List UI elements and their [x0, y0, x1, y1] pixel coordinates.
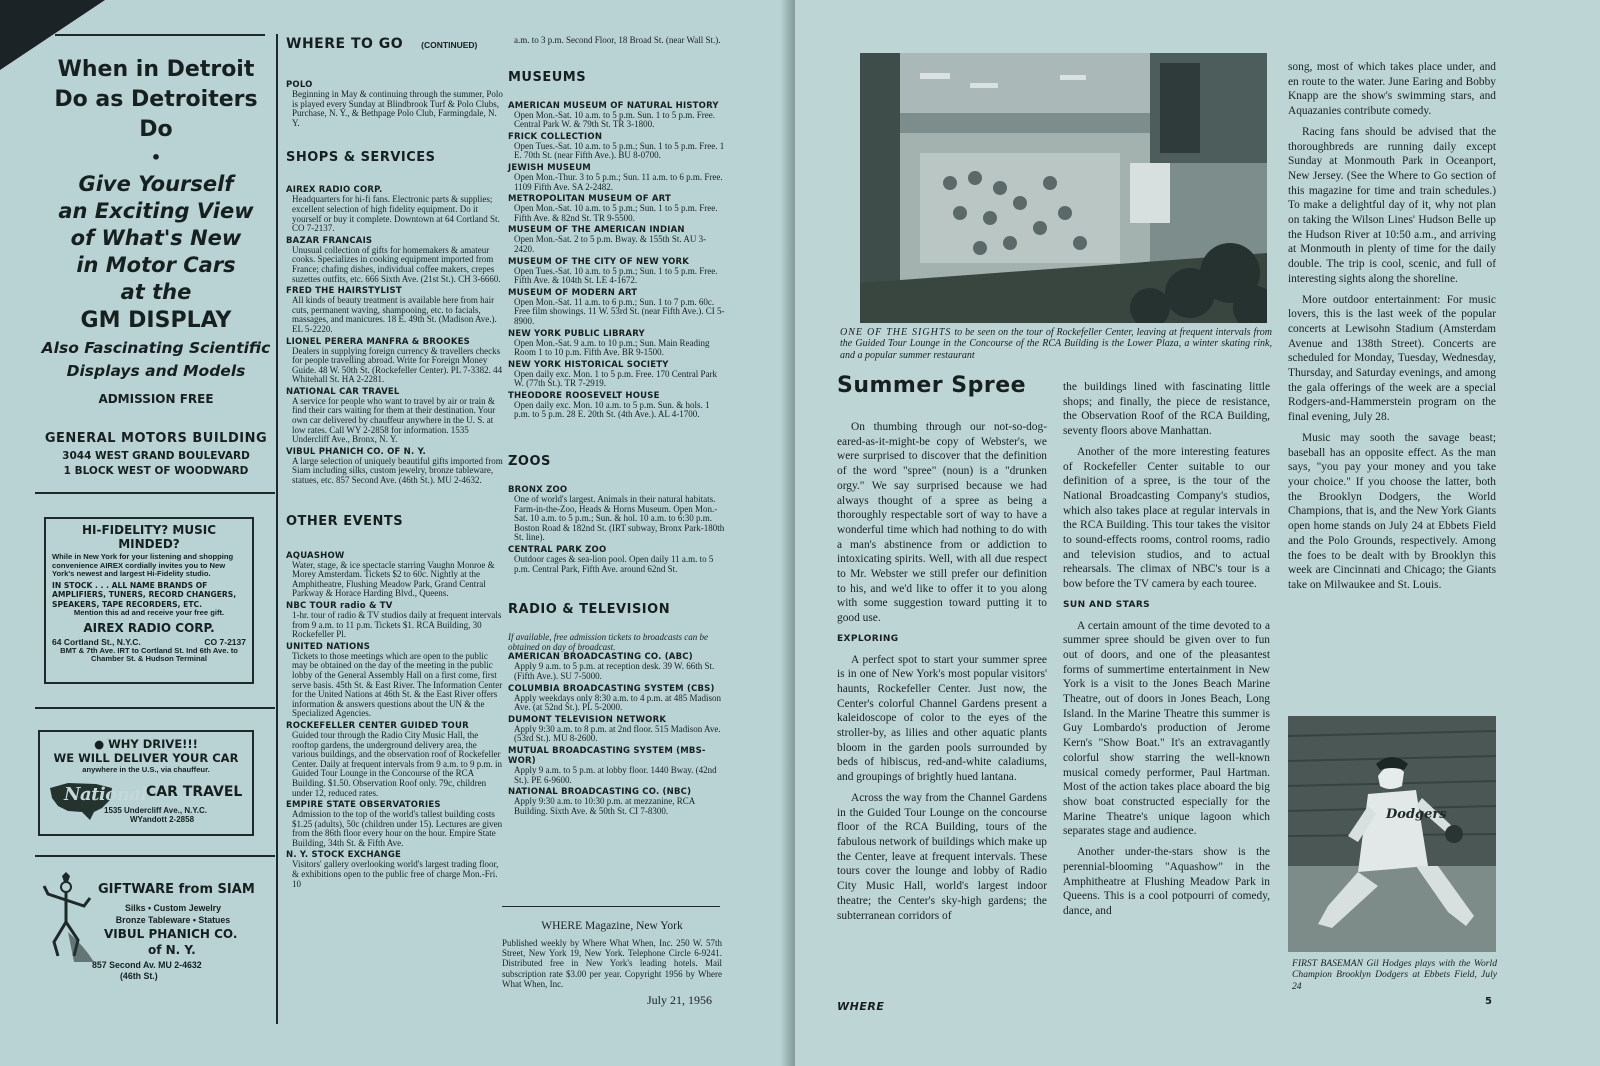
list-item: THEODORE ROOSEVELT HOUSE Open daily exc. Mon. 10 a.m. to 5 p.m. Sun. & hols. 1 p.m. to 5 p.m. 28 E. 20th St. (4th Ave.). AL 4-1700.	[508, 390, 710, 420]
list-item: METROPOLITAN MUSEUM OF ART Open Mon.-Sat. 10 a.m. to 5 p.m.; Sun. 1 to 5 p.m. Free. Fifth Ave. & 82nd St. TR 9-5500.	[508, 194, 718, 223]
footer-where: WHERE	[837, 1000, 885, 1013]
list-item: NATIONAL CAR TRAVEL A service for people who want to travel by air or train & find their cars waiting for them at their destination. Your own car delivered by chauffeur anywhere in the U. S. at low rates. Call WY 2-2858 for information. 1535 Undercliff Ave., Bronx, N. Y.	[286, 386, 496, 445]
gil-hodges-photo	[1288, 716, 1496, 952]
national-address: 1535 Undercliff Ave., N.Y.C.	[104, 806, 207, 815]
list-item: VIBUL PHANICH CO. OF N. Y. A large selection of uniquely beautiful gifts imported from Siam including silks, custom jewelry, bronze tableware, statues, etc. 857 Second Ave. (46th St.). MU 2-4632.	[286, 446, 503, 486]
page-number: 5	[1485, 996, 1492, 1007]
list-item: DUMONT TELEVISION NETWORK Apply 9:30 a.m. to 8 p.m. at 2nd floor. 515 Madison Ave. (53rd St.). MU 8-2600.	[508, 714, 721, 744]
national-headline: ● WHY DRIVE!!!	[94, 737, 198, 751]
list-item: POLO Beginning in May & continuing through the summer, Polo is played every Sunday at Blindbrook Turf & Polo Clubs, Purchase, N. Y., & Bethpage Polo Club, Farmingdale, N. Y.	[286, 80, 503, 128]
continued-label: (CONTINUED)	[421, 40, 478, 50]
masthead-text: Published weekly by Where What When, Inc. 250 W. 57th Street, New York 19, New York. Telephone Circle 6-9241. Distributed free in New York's leading hotels. Mail subscription rate $3.00 per year. Copyright 1956 by Where What When, Inc.	[502, 938, 722, 989]
article-title: Summer Spree	[837, 373, 1027, 398]
national-headline2: WE WILL DELIVER YOUR CAR	[53, 751, 239, 765]
rockefeller-plaza-photo	[860, 53, 1267, 323]
player-caption: FIRST BASEMAN Gil Hodges plays with the World Champion Brooklyn Dodgers at Ebbets Field, July 24	[1292, 958, 1497, 992]
list-item: BRONX ZOO One of world's largest. Animals in their natural habitats. Farm-in-the-Zoo, Heads & Horns Museum. Open Mon.-Sat. 10 a.m. to 5 p.m.; Sun. & hol. 10 a.m. to 6:30 p.m. Boston Road & 182nd St. (IRT subway, Bronx Park-180th St. line).	[508, 485, 725, 543]
list-item: BAZAR FRANCAIS Unusual collection of gifts for homemakers & amateur cooks. Specializes in cooking equipment imported from France; chafing dishes, individual coffee makers, crepes suzettes outfits, etc. 666 Sixth Ave. (21st St.). CH 3-6660.	[286, 235, 501, 284]
list-item: CENTRAL PARK ZOO Outdoor cages & sea-lion pool. Open daily 11 a.m. to 5 p.m. Central Park, Fifth Ave. around 62nd St.	[508, 545, 714, 574]
list-item: LIONEL PERERA MANFRA & BROOKES Dealers in supplying foreign currency & travellers checks for people travelling abroad. Write for Foreign Money Guide. 48 W. 50th St. (Rockefeller Center). PL 7-3382. 44 Whitehall St. HA 2-2281.	[286, 336, 503, 385]
list-item: MUSEUM OF MODERN ART Open Mon.-Sat. 11 a.m. to 6 p.m.; Sun. 1 to 7 p.m. 60c. Free film showings. 11 W. 53rd St. (near Fifth Ave.). CI 5-8900.	[508, 287, 725, 326]
museums-title: MUSEUMS	[508, 69, 587, 85]
column-divider	[276, 34, 278, 1024]
list-item: NBC TOUR radio & TV 1-hr. tour of radio & TV studios daily at frequent intervals from 9 a.m. to 11 p.m. Tickets $1. RCA Building, 30 Rockefeller Pl.	[286, 601, 502, 640]
list-item: NATIONAL BROADCASTING CO. (NBC) Apply 9:30 a.m. to 10:30 p.m. at mezzanine, RCA Building. Sixth Ave. & 50th St. CI 7-8300.	[508, 787, 695, 816]
divider	[35, 855, 275, 857]
jersey-lettering: Dodgers	[1386, 807, 1447, 822]
paragraph: A perfect spot to start your summer spree is in one of New York's most popular visitors' haunts, Rockefeller Center. Just now, the Center's colorful Channel Gardens present a kaleidoscope of color to the eyes of the stroller-by, as lilies and other aquatic plants bloom in the garden pools surrounded by beds of hibiscus, red-and-white caladiums, and groupings of brightly hued lantana.	[837, 653, 1047, 784]
shops-title: SHOPS & SERVICES	[286, 150, 436, 166]
airex-headline: HI-FIDELITY? MUSIC MINDED?	[81, 523, 217, 551]
list-item: COLUMBIA BROADCASTING SYSTEM (CBS) Apply weekdays only 8:30 a.m. to 4 p.m. at 485 Madison Ave. (at 52nd St.). PL 5-2000.	[508, 683, 721, 713]
gm-building: GENERAL MOTORS BUILDING	[44, 431, 268, 446]
list-item: FRICK COLLECTION Open Tues.-Sat. 10 a.m. to 5 p.m.; Sun. 1 to 5 p.m. Free. 1 E. 70th St. (near Fifth Ave.). BU 8-0700.	[508, 131, 725, 161]
bullet: •	[150, 148, 162, 167]
paragraph: the buildings lined with fascinating little shops; and finally, the piece de resistance, the Observation Roof of the RCA Building, seventy floors above Manhattan.	[1063, 381, 1270, 438]
list-item: AMERICAN BROADCASTING CO. (ABC) Apply 9 a.m. to 5 p.m. at reception desk. 39 W. 66th St. (Fifth Ave.). SU 7-5000.	[508, 652, 715, 681]
admission-free: ADMISSION FREE	[98, 392, 214, 406]
masthead-title: WHERE Magazine, New York	[541, 920, 683, 932]
list-item: AIREX RADIO CORP. Headquarters for hi-fi fans. Electronic parts & supplies; excellent selection of high fidelity equipment. Do it yourself or buy it complete. Downtown at 64 Cortland St. CO 7-2137.	[286, 185, 500, 234]
divider	[55, 34, 265, 36]
other-events-title: OTHER EVENTS	[286, 513, 404, 529]
siam-cross: (46th St.)	[120, 971, 158, 981]
exploring-head: EXPLORING	[837, 633, 899, 644]
airex-body: While in New York for your listening and shopping convenience AIREX cordially invites you to New York's newest and largest Hi-Fidelity studio.	[52, 552, 234, 579]
list-item: MUTUAL BROADCASTING SYSTEM (MBS-WOR) Apply 9 a.m. to 5 p.m. at lobby floor. 1440 Bway. (42nd St.). PE 6-9600.	[508, 745, 717, 785]
airex-phone: CO 7-2137	[204, 636, 246, 647]
siam-address: 857 Second Av. MU 2-4632	[92, 960, 202, 970]
paragraph: Across the way from the Channel Gardens in the Guided Tour Lounge on the concourse floor of the RCA Building, tours of the fabulous network of buildings which make up the Center, leave at frequent intervals. These tours cover the lounge and lobby of Radio City Music Hall, world's largest indoor theatre; the Center's sky-high gardens; the subterranean corridors of	[837, 791, 1047, 922]
photo-caption	[840, 327, 1272, 361]
national-ad	[38, 730, 254, 836]
gm-address2: 1 BLOCK WEST OF WOODWARD	[63, 465, 249, 477]
siam-name2: of N. Y.	[148, 943, 196, 957]
airex-ad	[44, 517, 254, 684]
paragraph: Another under-the-stars show is the perennial-blooming "Aquashow" in the Amphitheatre at Flushing Meadow Park in Queens. This is a cool potpourri of comedy, dance, and	[1063, 846, 1270, 917]
list-item: NEW YORK HISTORICAL SOCIETY Open daily exc. Mon. 1 to 5 p.m. Free. 170 Central Park W. (77th St.). TR 7-2919.	[508, 359, 717, 389]
list-item: UNITED NATIONS Tickets to those meetings which are open to the public may be obtained on the day of the meeting in the public lobby of the General Assembly Hall on a first come, first serve basis. 45th St. & East River. The Information Center for the United Nations at 46th St. & the East River offers information & answers questions about the UN & the Specialized Agencies.	[286, 641, 503, 719]
also-1: Also Fascinating Scientific	[41, 339, 271, 357]
radio-intro: If available, free admission tickets to broadcasts can be obtained on day of broadcast.	[508, 632, 709, 652]
siam-name1: VIBUL PHANICH CO.	[104, 927, 238, 941]
where-to-go-col1	[286, 36, 504, 891]
gm-display: GM DISPLAY	[80, 308, 232, 333]
paragraph: song, most of which takes place under, and en route to the water. June Earing and Bobby Knapp are the show's swimming stars, and Aquazanies contribute comedy.	[1288, 61, 1496, 118]
also-2: Displays and Models	[66, 362, 246, 380]
masthead	[502, 920, 722, 1008]
paragraph: On thumbing through our not-so-dog-eared-as-it-might-be copy of Webster's, we were surprised to discover that the definition of the word "spree" (noun) is a "drunken orgy." We say surprised because we had always thought of a spree as being a thoroughly respectable sort of way to have a wonderful time which had nothing to do with a man's abstinence from or addiction to intoxicating spirits. Well, with all due respect to Mr. Webster we still prefer our definition to his, and we'd like to offer it to you along with some suggestion toward putting it to good use.	[837, 421, 1047, 625]
plaza-photo-illustration	[860, 53, 1267, 323]
national-logo: National	[64, 784, 147, 805]
article-col3	[1288, 60, 1496, 599]
list-item: MUSEUM OF THE AMERICAN INDIAN Open Mon.-Sat. 2 to 5 p.m. Bway. & 155th St. AU 3-2420.	[508, 225, 707, 254]
national-sub: anywhere in the U.S., via chauffeur.	[82, 765, 210, 774]
caption-lead: ONE OF THE SIGHTS	[840, 327, 952, 338]
list-item: N. Y. STOCK EXCHANGE Visitors' gallery overlooking world's largest trading floor, & exhibitions open to the public free of charge Mon.-Fri. 10	[286, 850, 499, 889]
slogan-3: of What's New	[70, 226, 242, 250]
issue-date: July 21, 1956	[646, 993, 712, 1008]
divider	[35, 492, 275, 494]
airex-address: 64 Cortland St., N.Y.C.	[52, 636, 141, 647]
airex-name: AIREX RADIO CORP.	[83, 620, 215, 635]
caption-text: to be seen on the tour of Rockefeller Center, leaving at frequent intervals from the Guided Tour Lounge in the Concourse of the RCA Building is the Lower Plaza, a winter skating rink, and a popular summer restaurant	[840, 327, 1273, 361]
detroit-ad	[40, 55, 272, 479]
national-phone: WYandott 2-2858	[130, 815, 195, 824]
divider	[35, 707, 275, 709]
paragraph: More outdoor entertainment: For music lovers, this is the last week of the popular concerts at Lewisohn Stadium (Amsterdam Avenue and 138th Street). Concerts are scheduled for Monday, Tuesday, Wednesday, Thursday, and Saturday evenings, and among the gala offerings of the week are a special Rodgers-and-Hammerstein program on the final evening, July 28.	[1288, 293, 1496, 424]
list-item: JEWISH MUSEUM Open Mon.-Thur. 3 to 5 p.m.; Sun. 11 a.m. to 6 p.m. Free. 1109 Fifth Ave. SA 2-2482.	[508, 162, 723, 192]
slogan-4: in Motor Cars	[76, 253, 236, 277]
paragraph: Music may sooth the savage beast; baseball has an opposite effect. As the man says, "you pay your money and you take your choice." If you choose the latter, both the Brooklyn Dodgers, the World Champions, that is, and the New York Giants open home stands on July 24 at Ebbets Field and the Polo Grounds, respectively. Among the foes to be dealt with by Brooklyn this week are Cincinnati and Chicago; the Giants take on Milwaukee and St. Louis.	[1288, 431, 1496, 591]
divider	[502, 906, 720, 907]
siam-items1: Silks • Custom Jewelry	[125, 903, 221, 913]
detroit-line1: When in Detroit	[57, 57, 255, 82]
siam-items2: Bronze Tableware • Statues	[115, 915, 231, 925]
national-name: CAR TRAVEL	[146, 784, 243, 800]
slogan-1: Give Yourself	[78, 172, 234, 196]
where-to-go-title: WHERE TO GO	[286, 36, 404, 52]
list-item: EMPIRE STATE OBSERVATORIES Admission to the top of the world's tallest building costs $1.25 (adults), 50c (children under 15). Lectures are given from the 86th floor every hour on the hour. Empire State Building, 34th St. & Fifth Ave.	[286, 800, 503, 848]
paragraph: Racing fans should be advised that the thoroughbreds are running daily except Sunday at Monmouth Park in Oceanport, New Jersey. (See the Where to Go section of this magazine for time and train schedules.) To make a delightful day of it, why not plan on taking the Wilson Lines' Hudson Belle up the Hudson River at 10:50 a.m., and arriving at Monmouth in plenty of time for the daily double. The trip is cool, scenic, and full of interesting sights along the shoreline.	[1288, 125, 1496, 285]
baseball-player-illustration	[1288, 716, 1496, 952]
gm-address1: 3044 WEST GRAND BOULEVARD	[62, 450, 250, 462]
list-item: AMERICAN MUSEUM OF NATURAL HISTORY Open Mon.-Sat. 10 a.m. to 5 p.m. Sun. 1 to 5 p.m. Free. Central Park W. & 79th St. TR 3-1800.	[508, 100, 719, 130]
siam-headline: GIFTWARE from SIAM	[98, 882, 255, 897]
airex-directions: BMT & 7th Ave. IRT to Cortland St. Ind 6th Ave. to Chamber St. & Hudson Terminal	[60, 645, 238, 664]
article-col2	[1063, 380, 1270, 925]
list-item: AQUASHOW Water, stage, & ice spectacle starring Vaughn Monroe & Morey Amsterdam. Tickets $2 to 60c. Nightly at the Amphitheatre, Flushing Meadow Park, Grand Central Parkway & Horace Harding Blvd., Queens.	[286, 550, 495, 599]
list-item: NEW YORK PUBLIC LIBRARY Open Mon.-Sat. 9 a.m. to 10 p.m.; Sun. Main Reading Room 1 to 10 p.m. Fifth Ave. BR 9-1500.	[508, 328, 710, 358]
list-item: FRED THE HAIRSTYLIST All kinds of beauty treatment is available here from hair cuts, permanent waving, shampooing, etc. to facials, massages, and manicures. 18 E. 49th St. (Madison Ave.). EL 5-2220.	[286, 286, 497, 334]
slogan-2: an Exciting View	[58, 199, 254, 223]
right-page	[795, 0, 1600, 1066]
detroit-line2: Do as Detroiters Do	[54, 87, 258, 142]
left-page	[0, 0, 795, 1066]
airex-mention: Mention this ad and receive your free gift.	[73, 608, 225, 617]
slogan-5: at the	[120, 280, 192, 304]
article-col1	[837, 420, 1047, 929]
list-item: ROCKEFELLER CENTER GUIDED TOUR Guided tour through the Radio City Music Hall, the rooftop gardens, the underground delivery area, the various buildings, and the observation roof of Rockefeller Center. Daily at frequent intervals from 9 a.m. to 9 p.m. in Guided Tour Lounge in the Concourse of the RCA Building. $1.50. Observation Roof only. 79c, children under 12, reduced rates.	[286, 720, 502, 798]
paragraph: Another of the more interesting features of Rockefeller Center suitable to our definition of a spree, is the tour of the National Broadcasting Company's studios, which also takes place at regular intervals in the RCA Building. This tour takes the visitor to sound-effects rooms, control rooms, radio and television studios, and to actual rehearsals. The climax of NBC's tour is a bow before the TV camera by each touree.	[1063, 445, 1270, 591]
paragraph: A certain amount of the time devoted to a summer spree should be given over to fun out of doors, and one of the pleasantest forms of summertime entertainment in New York is a visit to the Jones Beach Marine Theatre, out of doors in Jones Beach, Long Island. In the Marine Theatre this summer is Guy Lombardo's production of Jerome Kern's "Show Boat." It's an extravagantly colorful show starring the well-known musical comedy performer, Paul Hartman. Most of the action takes place aboard the big show boat constructed especially for the Marine Theatre's unique lagoon which separates stage and audience.	[1063, 619, 1270, 838]
col2-continuation: a.m. to 3 p.m. Second Floor, 18 Broad St. (near Wall St.).	[514, 35, 721, 45]
sun-stars-head: SUN AND STARS	[1063, 599, 1151, 610]
siam-ad	[38, 870, 274, 990]
where-to-go-col2	[508, 36, 726, 818]
airex-stock: IN STOCK . . . ALL NAME BRANDS OF AMPLIFIERS, TUNERS, RECORD CHANGERS, SPEAKERS, TAPE RECORDERS, ETC.	[52, 580, 237, 609]
zoos-title: ZOOS	[508, 454, 551, 470]
radio-title: RADIO & TELEVISION	[508, 602, 671, 618]
siamese-dancer-icon	[38, 872, 96, 962]
list-item: MUSEUM OF THE CITY OF NEW YORK Open Tues.-Sat. 10 a.m. to 5 p.m.; Sun. 1 to 5 p.m. Free. Fifth Ave. & 104th St. LE 4-1672.	[508, 256, 718, 286]
